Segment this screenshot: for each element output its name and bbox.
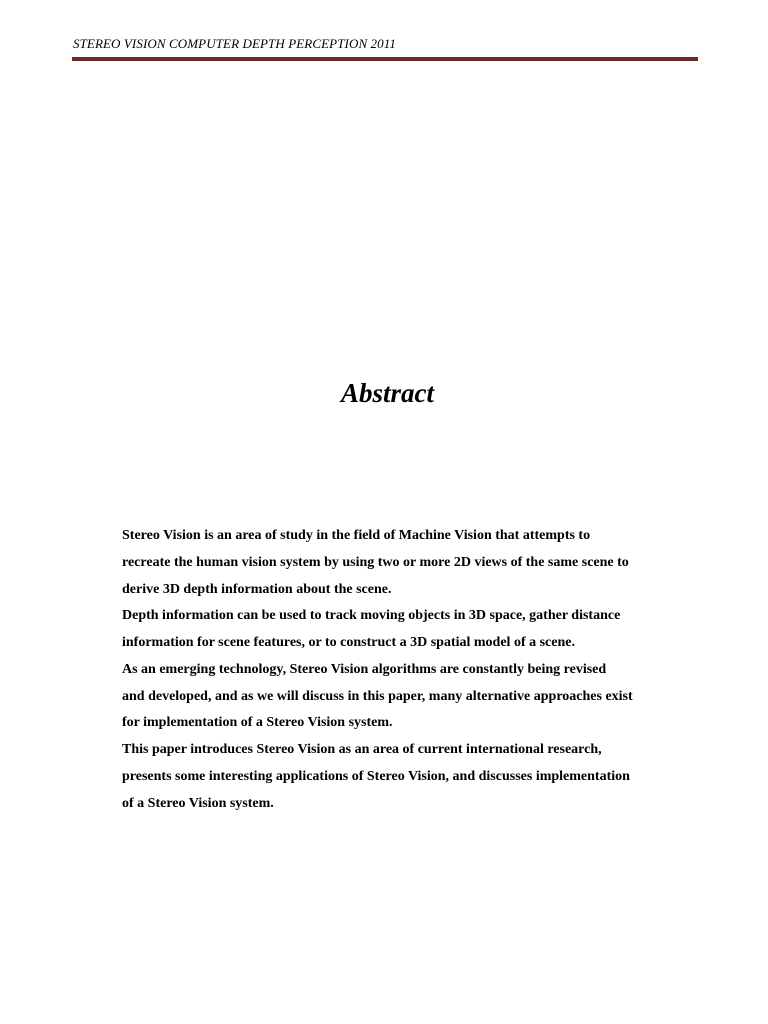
abstract-line: Stereo Vision is an area of study in the field of Machine Vision that attempts to: [122, 528, 591, 543]
abstract-line: for implementation of a Stereo Vision system.: [122, 715, 393, 731]
abstract-line: of a Stereo Vision system.: [122, 795, 274, 811]
abstract-heading: Abstract: [340, 378, 434, 408]
abstract-body: [122, 523, 702, 817]
running-header: STEREO VISION COMPUTER DEPTH PERCEPTION 2011: [73, 36, 396, 51]
abstract-line: derive 3D depth information about the scene.: [122, 581, 392, 597]
abstract-line: As an emerging technology, Stereo Vision algorithms are constantly being revised: [122, 661, 607, 677]
abstract-line: information for scene features, or to construct a 3D spatial model of a scene.: [122, 635, 575, 650]
abstract-line: presents some interesting applications of Stereo Vision, and discusses implementation: [122, 768, 630, 784]
abstract-line: This paper introduces Stereo Vision as an area of current international research,: [122, 742, 602, 757]
abstract-line: Depth information can be used to track moving objects in 3D space, gather distance: [122, 608, 621, 624]
abstract-line: and developed, and as we will discuss in this paper, many alternative approaches exist: [122, 688, 633, 704]
abstract-line: recreate the human vision system by using two or more 2D views of the same scene to: [122, 554, 629, 570]
header-rule: [72, 57, 698, 61]
